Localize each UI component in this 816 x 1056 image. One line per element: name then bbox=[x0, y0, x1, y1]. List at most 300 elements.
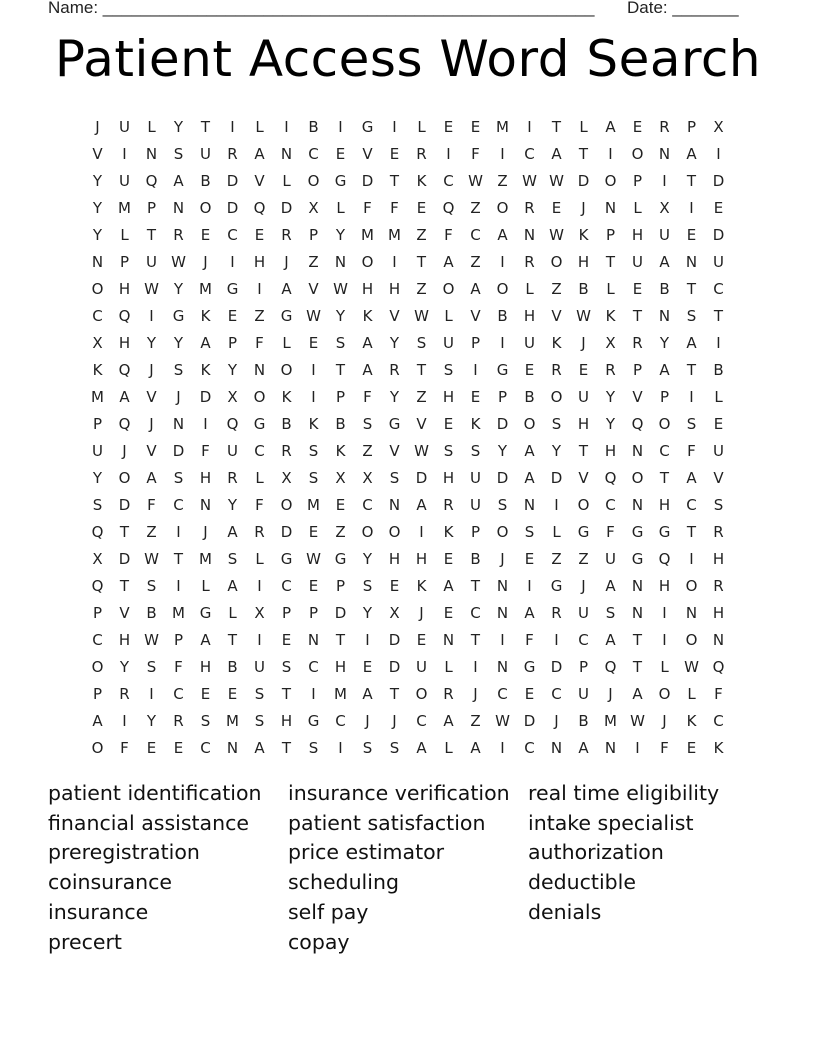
grid-letter: H bbox=[577, 252, 590, 271]
grid-letter: Y bbox=[335, 225, 346, 244]
grid-letter: Z bbox=[254, 306, 265, 325]
grid-letter: U bbox=[119, 117, 130, 136]
grid-letter: O bbox=[307, 171, 320, 190]
grid-letter: A bbox=[659, 360, 670, 379]
grid-letter: R bbox=[551, 603, 562, 622]
grid-letter: L bbox=[255, 468, 264, 487]
word-item: copay bbox=[288, 929, 350, 954]
grid-letter: P bbox=[92, 684, 103, 703]
grid-letter: P bbox=[578, 657, 589, 676]
grid-letter: A bbox=[362, 333, 373, 352]
grid-letter: I bbox=[392, 252, 397, 271]
grid-letter: H bbox=[442, 468, 455, 487]
grid-letter: J bbox=[554, 711, 559, 730]
word-item: patient identification bbox=[48, 781, 262, 805]
grid-letter: H bbox=[388, 279, 401, 298]
grid-letter: R bbox=[443, 495, 454, 514]
grid-letter: O bbox=[631, 468, 644, 487]
grid-letter: S bbox=[173, 360, 184, 379]
grid-letter: E bbox=[578, 360, 589, 379]
grid-letter: A bbox=[416, 738, 427, 757]
grid-letter: G bbox=[172, 306, 185, 325]
grid-letter: H bbox=[388, 549, 401, 568]
grid-row bbox=[84, 707, 732, 734]
grid-letter: C bbox=[416, 711, 427, 730]
grid-letter: E bbox=[686, 738, 697, 757]
grid-letter: N bbox=[145, 144, 158, 163]
grid-letter: D bbox=[388, 630, 401, 649]
grid-letter: I bbox=[176, 522, 181, 541]
grid-letter: A bbox=[605, 117, 616, 136]
grid-letter: K bbox=[308, 414, 319, 433]
grid-letter: R bbox=[119, 684, 130, 703]
grid-row bbox=[84, 572, 732, 599]
grid-letter: N bbox=[631, 603, 644, 622]
grid-letter: X bbox=[605, 333, 616, 352]
grid-letter: A bbox=[524, 468, 535, 487]
grid-letter: I bbox=[527, 576, 532, 595]
grid-letter: U bbox=[524, 333, 535, 352]
grid-letter: Y bbox=[92, 225, 103, 244]
grid-letter: L bbox=[714, 387, 723, 406]
grid-letter: J bbox=[284, 252, 289, 271]
grid-letter: N bbox=[631, 441, 644, 460]
grid-letter: E bbox=[335, 144, 346, 163]
grid-letter: N bbox=[631, 495, 644, 514]
grid-row bbox=[84, 113, 732, 140]
grid-letter: G bbox=[253, 414, 266, 433]
grid-letter: N bbox=[604, 738, 617, 757]
grid-letter: Z bbox=[551, 279, 562, 298]
grid-letter: W bbox=[522, 171, 537, 190]
grid-letter: T bbox=[713, 306, 724, 325]
grid-letter: G bbox=[658, 522, 671, 541]
grid-letter: F bbox=[201, 441, 210, 460]
grid-letter: X bbox=[92, 333, 103, 352]
grid-letter: T bbox=[416, 360, 427, 379]
grid-letter: P bbox=[335, 387, 346, 406]
grid-letter: C bbox=[551, 684, 562, 703]
grid-letter: P bbox=[497, 387, 508, 406]
grid-letter: D bbox=[280, 522, 293, 541]
grid-letter: R bbox=[713, 522, 724, 541]
grid-letter: S bbox=[443, 441, 454, 460]
grid-letter: E bbox=[200, 225, 211, 244]
grid-letter: E bbox=[713, 198, 724, 217]
grid-letter: M bbox=[307, 495, 320, 514]
grid-letter: E bbox=[173, 738, 184, 757]
grid-letter: I bbox=[527, 117, 532, 136]
grid-letter: A bbox=[686, 144, 697, 163]
grid-letter: H bbox=[631, 225, 644, 244]
grid-letter: L bbox=[579, 117, 588, 136]
grid-letter: J bbox=[149, 360, 154, 379]
grid-letter: I bbox=[662, 171, 667, 190]
grid-letter: U bbox=[713, 252, 724, 271]
grid-letter: Z bbox=[470, 252, 481, 271]
grid-letter: I bbox=[689, 198, 694, 217]
grid-letter: K bbox=[578, 225, 589, 244]
grid-letter: W bbox=[684, 657, 699, 676]
grid-letter: H bbox=[712, 603, 725, 622]
grid-letter: A bbox=[254, 144, 265, 163]
grid-row bbox=[84, 275, 732, 302]
grid-letter: U bbox=[713, 441, 724, 460]
grid-letter: Y bbox=[389, 387, 400, 406]
grid-letter: T bbox=[119, 576, 130, 595]
grid-letter: S bbox=[173, 144, 184, 163]
grid-letter: Z bbox=[578, 549, 589, 568]
grid-letter: J bbox=[581, 333, 586, 352]
grid-letter: N bbox=[685, 603, 698, 622]
grid-letter: E bbox=[389, 576, 400, 595]
grid-letter: I bbox=[608, 144, 613, 163]
grid-letter: M bbox=[388, 225, 401, 244]
grid-letter: S bbox=[173, 468, 184, 487]
name-field[interactable]: Name: ____________________________________________________ bbox=[48, 0, 595, 17]
grid-letter: H bbox=[118, 279, 131, 298]
grid-letter: Y bbox=[227, 360, 238, 379]
grid-letter: A bbox=[686, 333, 697, 352]
grid-letter: W bbox=[414, 306, 429, 325]
grid-letter: D bbox=[388, 657, 401, 676]
grid-letter: Y bbox=[362, 549, 373, 568]
grid-letter: J bbox=[203, 522, 208, 541]
grid-letter: U bbox=[578, 684, 589, 703]
grid-letter: I bbox=[257, 630, 262, 649]
grid-letter: Q bbox=[604, 468, 617, 487]
grid-letter: K bbox=[92, 360, 103, 379]
grid-letter: W bbox=[144, 279, 159, 298]
grid-letter: T bbox=[389, 171, 400, 190]
grid-letter: F bbox=[255, 495, 264, 514]
grid-letter: S bbox=[605, 603, 616, 622]
grid-letter: A bbox=[551, 144, 562, 163]
word-item: patient satisfaction bbox=[288, 810, 486, 835]
grid-letter: Q bbox=[91, 576, 104, 595]
grid-letter: N bbox=[334, 252, 347, 271]
grid-letter: U bbox=[659, 225, 670, 244]
grid-letter: A bbox=[632, 684, 643, 703]
grid-letter: A bbox=[200, 630, 211, 649]
grid-letter: S bbox=[389, 468, 400, 487]
grid-letter: S bbox=[362, 414, 373, 433]
grid-letter: G bbox=[280, 549, 293, 568]
grid-letter: E bbox=[443, 603, 454, 622]
word-item: coinsurance bbox=[48, 870, 173, 895]
grid-letter: T bbox=[551, 117, 562, 136]
word-item: price estimator bbox=[288, 840, 445, 865]
grid-letter: C bbox=[443, 171, 454, 190]
grid-letter: T bbox=[632, 630, 643, 649]
grid-letter: B bbox=[578, 279, 589, 298]
grid-letter: G bbox=[550, 576, 563, 595]
word-column bbox=[288, 779, 528, 957]
grid-letter: Y bbox=[497, 441, 508, 460]
grid-letter: W bbox=[576, 306, 591, 325]
grid-letter: O bbox=[685, 576, 698, 595]
grid-letter: P bbox=[335, 576, 346, 595]
grid-letter: U bbox=[227, 441, 238, 460]
grid-letter: E bbox=[362, 657, 373, 676]
grid-letter: G bbox=[388, 414, 401, 433]
grid-letter: H bbox=[334, 657, 347, 676]
grid-letter: N bbox=[496, 576, 509, 595]
grid-letter: V bbox=[92, 144, 103, 163]
grid-letter: B bbox=[578, 711, 589, 730]
grid-letter: E bbox=[524, 360, 535, 379]
grid-letter: I bbox=[500, 738, 505, 757]
grid-row bbox=[84, 194, 732, 221]
grid-letter: A bbox=[605, 630, 616, 649]
grid-letter: S bbox=[92, 495, 103, 514]
grid-letter: I bbox=[689, 387, 694, 406]
word-column bbox=[48, 779, 288, 957]
grid-letter: I bbox=[149, 306, 154, 325]
grid-letter: Q bbox=[253, 198, 266, 217]
grid-letter: M bbox=[199, 549, 212, 568]
grid-letter: A bbox=[443, 252, 454, 271]
grid-letter: K bbox=[686, 711, 697, 730]
grid-letter: J bbox=[365, 711, 370, 730]
grid-letter: O bbox=[550, 387, 563, 406]
grid-letter: G bbox=[496, 360, 509, 379]
grid-letter: J bbox=[176, 387, 181, 406]
grid-letter: N bbox=[388, 495, 401, 514]
grid-letter: D bbox=[523, 711, 536, 730]
grid-letter: H bbox=[118, 630, 131, 649]
grid-letter: K bbox=[362, 306, 373, 325]
grid-letter: I bbox=[230, 252, 235, 271]
grid-letter: M bbox=[91, 387, 104, 406]
grid-letter: S bbox=[308, 441, 319, 460]
page-title: Patient Access Word Search bbox=[54, 30, 762, 88]
grid-letter: D bbox=[226, 171, 239, 190]
grid-letter: R bbox=[227, 468, 238, 487]
grid-letter: V bbox=[389, 441, 400, 460]
grid-letter: I bbox=[446, 144, 451, 163]
grid-letter: P bbox=[632, 360, 643, 379]
grid-letter: P bbox=[227, 333, 238, 352]
grid-letter: L bbox=[120, 225, 129, 244]
grid-letter: K bbox=[416, 576, 427, 595]
grid-letter: B bbox=[227, 657, 238, 676]
grid-letter: C bbox=[92, 630, 103, 649]
grid-letter: E bbox=[416, 630, 427, 649]
grid-letter: W bbox=[549, 225, 564, 244]
grid-letter: B bbox=[200, 171, 211, 190]
grid-letter: P bbox=[92, 414, 103, 433]
grid-letter: R bbox=[524, 198, 535, 217]
grid-letter: S bbox=[416, 333, 427, 352]
grid-letter: T bbox=[281, 684, 292, 703]
grid-letter: N bbox=[307, 630, 320, 649]
grid-letter: I bbox=[500, 333, 505, 352]
grid-letter: S bbox=[227, 549, 238, 568]
grid-letter: N bbox=[172, 198, 185, 217]
grid-letter: L bbox=[336, 198, 345, 217]
grid-letter: H bbox=[361, 279, 374, 298]
grid-row bbox=[84, 383, 732, 410]
grid-letter: A bbox=[605, 576, 616, 595]
grid-letter: L bbox=[660, 657, 669, 676]
grid-letter: L bbox=[606, 279, 615, 298]
grid-letter: R bbox=[173, 225, 184, 244]
grid-letter: O bbox=[523, 414, 536, 433]
grid-letter: I bbox=[554, 630, 559, 649]
grid-letter: Y bbox=[362, 603, 373, 622]
grid-letter: A bbox=[659, 252, 670, 271]
grid-letter: W bbox=[549, 171, 564, 190]
grid-letter: A bbox=[227, 522, 238, 541]
grid-letter: E bbox=[632, 279, 643, 298]
grid-letter: Y bbox=[173, 279, 184, 298]
grid-letter: L bbox=[417, 117, 426, 136]
grid-letter: O bbox=[199, 198, 212, 217]
grid-letter: J bbox=[122, 441, 127, 460]
grid-letter: I bbox=[500, 630, 505, 649]
grid-letter: P bbox=[92, 603, 103, 622]
grid-letter: D bbox=[550, 657, 563, 676]
grid-letter: I bbox=[392, 117, 397, 136]
grid-letter: E bbox=[308, 333, 319, 352]
grid-letter: C bbox=[524, 738, 535, 757]
grid-letter: V bbox=[362, 144, 373, 163]
grid-letter: C bbox=[173, 684, 184, 703]
grid-letter: H bbox=[712, 549, 725, 568]
grid-letter: A bbox=[443, 711, 454, 730]
grid-letter: E bbox=[443, 117, 454, 136]
grid-letter: A bbox=[200, 333, 211, 352]
grid-letter: E bbox=[524, 684, 535, 703]
grid-letter: I bbox=[257, 576, 262, 595]
grid-letter: P bbox=[632, 171, 643, 190]
grid-letter: D bbox=[280, 198, 293, 217]
grid-letter: N bbox=[442, 630, 455, 649]
grid-letter: T bbox=[470, 630, 481, 649]
grid-letter: F bbox=[525, 630, 534, 649]
grid-letter: D bbox=[496, 414, 509, 433]
grid-letter: A bbox=[470, 738, 481, 757]
grid-letter: I bbox=[203, 414, 208, 433]
grid-letter: O bbox=[604, 171, 617, 190]
grid-letter: E bbox=[227, 684, 238, 703]
grid-letter: N bbox=[496, 603, 509, 622]
word-item: insurance bbox=[48, 899, 149, 924]
grid-letter: Q bbox=[118, 360, 131, 379]
grid-letter: W bbox=[306, 306, 321, 325]
grid-letter: D bbox=[577, 171, 590, 190]
grid-letter: K bbox=[443, 522, 454, 541]
grid-letter: B bbox=[497, 306, 508, 325]
grid-letter: L bbox=[633, 198, 642, 217]
grid-letter: N bbox=[523, 495, 536, 514]
grid-letter: M bbox=[172, 603, 185, 622]
grid-letter: V bbox=[416, 414, 427, 433]
grid-letter: R bbox=[443, 684, 454, 703]
grid-letter: F bbox=[363, 198, 372, 217]
grid-letter: Z bbox=[416, 225, 427, 244]
grid-letter: A bbox=[524, 441, 535, 460]
grid-letter: F bbox=[174, 657, 183, 676]
grid-letter: A bbox=[173, 171, 184, 190]
date-field[interactable]: Date: _______ bbox=[627, 0, 739, 17]
grid-letter: T bbox=[632, 306, 643, 325]
grid-letter: H bbox=[658, 495, 671, 514]
grid-letter: V bbox=[146, 441, 157, 460]
grid-letter: C bbox=[92, 306, 103, 325]
grid-letter: Q bbox=[226, 414, 239, 433]
grid-letter: T bbox=[335, 630, 346, 649]
grid-letter: U bbox=[119, 171, 130, 190]
grid-letter: O bbox=[91, 279, 104, 298]
grid-row bbox=[84, 626, 732, 653]
word-item: insurance verification bbox=[288, 781, 510, 805]
grid-letter: E bbox=[632, 117, 643, 136]
grid-letter: P bbox=[659, 387, 670, 406]
grid-letter: P bbox=[308, 225, 319, 244]
word-item: self pay bbox=[288, 899, 369, 924]
grid-letter: X bbox=[713, 117, 724, 136]
grid-letter: A bbox=[362, 360, 373, 379]
grid-letter: L bbox=[255, 549, 264, 568]
grid-letter: I bbox=[473, 657, 478, 676]
grid-letter: E bbox=[254, 225, 265, 244]
grid-letter: T bbox=[605, 252, 616, 271]
word-item: preregistration bbox=[48, 840, 200, 865]
word-item: intake specialist bbox=[528, 810, 694, 835]
grid-letter: T bbox=[578, 144, 589, 163]
grid-letter: E bbox=[146, 738, 157, 757]
grid-letter: Y bbox=[173, 333, 184, 352]
grid-letter: X bbox=[254, 603, 265, 622]
grid-letter: B bbox=[524, 387, 535, 406]
grid-letter: K bbox=[551, 333, 562, 352]
grid-letter: S bbox=[146, 657, 157, 676]
grid-letter: F bbox=[714, 684, 723, 703]
grid-letter: C bbox=[713, 279, 724, 298]
grid-letter: S bbox=[200, 711, 211, 730]
grid-letter: P bbox=[119, 252, 130, 271]
grid-letter: O bbox=[442, 279, 455, 298]
grid-letter: O bbox=[361, 252, 374, 271]
grid-letter: J bbox=[608, 684, 613, 703]
grid-row bbox=[84, 491, 732, 518]
grid-letter: X bbox=[281, 468, 292, 487]
grid-letter: K bbox=[200, 360, 211, 379]
grid-letter: R bbox=[254, 522, 265, 541]
grid-letter: I bbox=[338, 117, 343, 136]
grid-letter: S bbox=[254, 711, 265, 730]
grid-letter: I bbox=[176, 576, 181, 595]
grid-letter: Q bbox=[658, 549, 671, 568]
grid-letter: F bbox=[147, 495, 156, 514]
grid-letter: V bbox=[551, 306, 562, 325]
grid-letter: Z bbox=[470, 711, 481, 730]
grid-letter: I bbox=[419, 522, 424, 541]
grid-letter: S bbox=[308, 468, 319, 487]
grid-letter: E bbox=[308, 522, 319, 541]
grid-letter: O bbox=[631, 144, 644, 163]
grid-row bbox=[84, 221, 732, 248]
grid-letter: C bbox=[497, 684, 508, 703]
grid-letter: P bbox=[686, 117, 697, 136]
grid-letter: O bbox=[550, 252, 563, 271]
grid-letter: Z bbox=[497, 171, 508, 190]
grid-letter: N bbox=[91, 252, 104, 271]
grid-letter: Z bbox=[551, 549, 562, 568]
grid-letter: A bbox=[686, 468, 697, 487]
